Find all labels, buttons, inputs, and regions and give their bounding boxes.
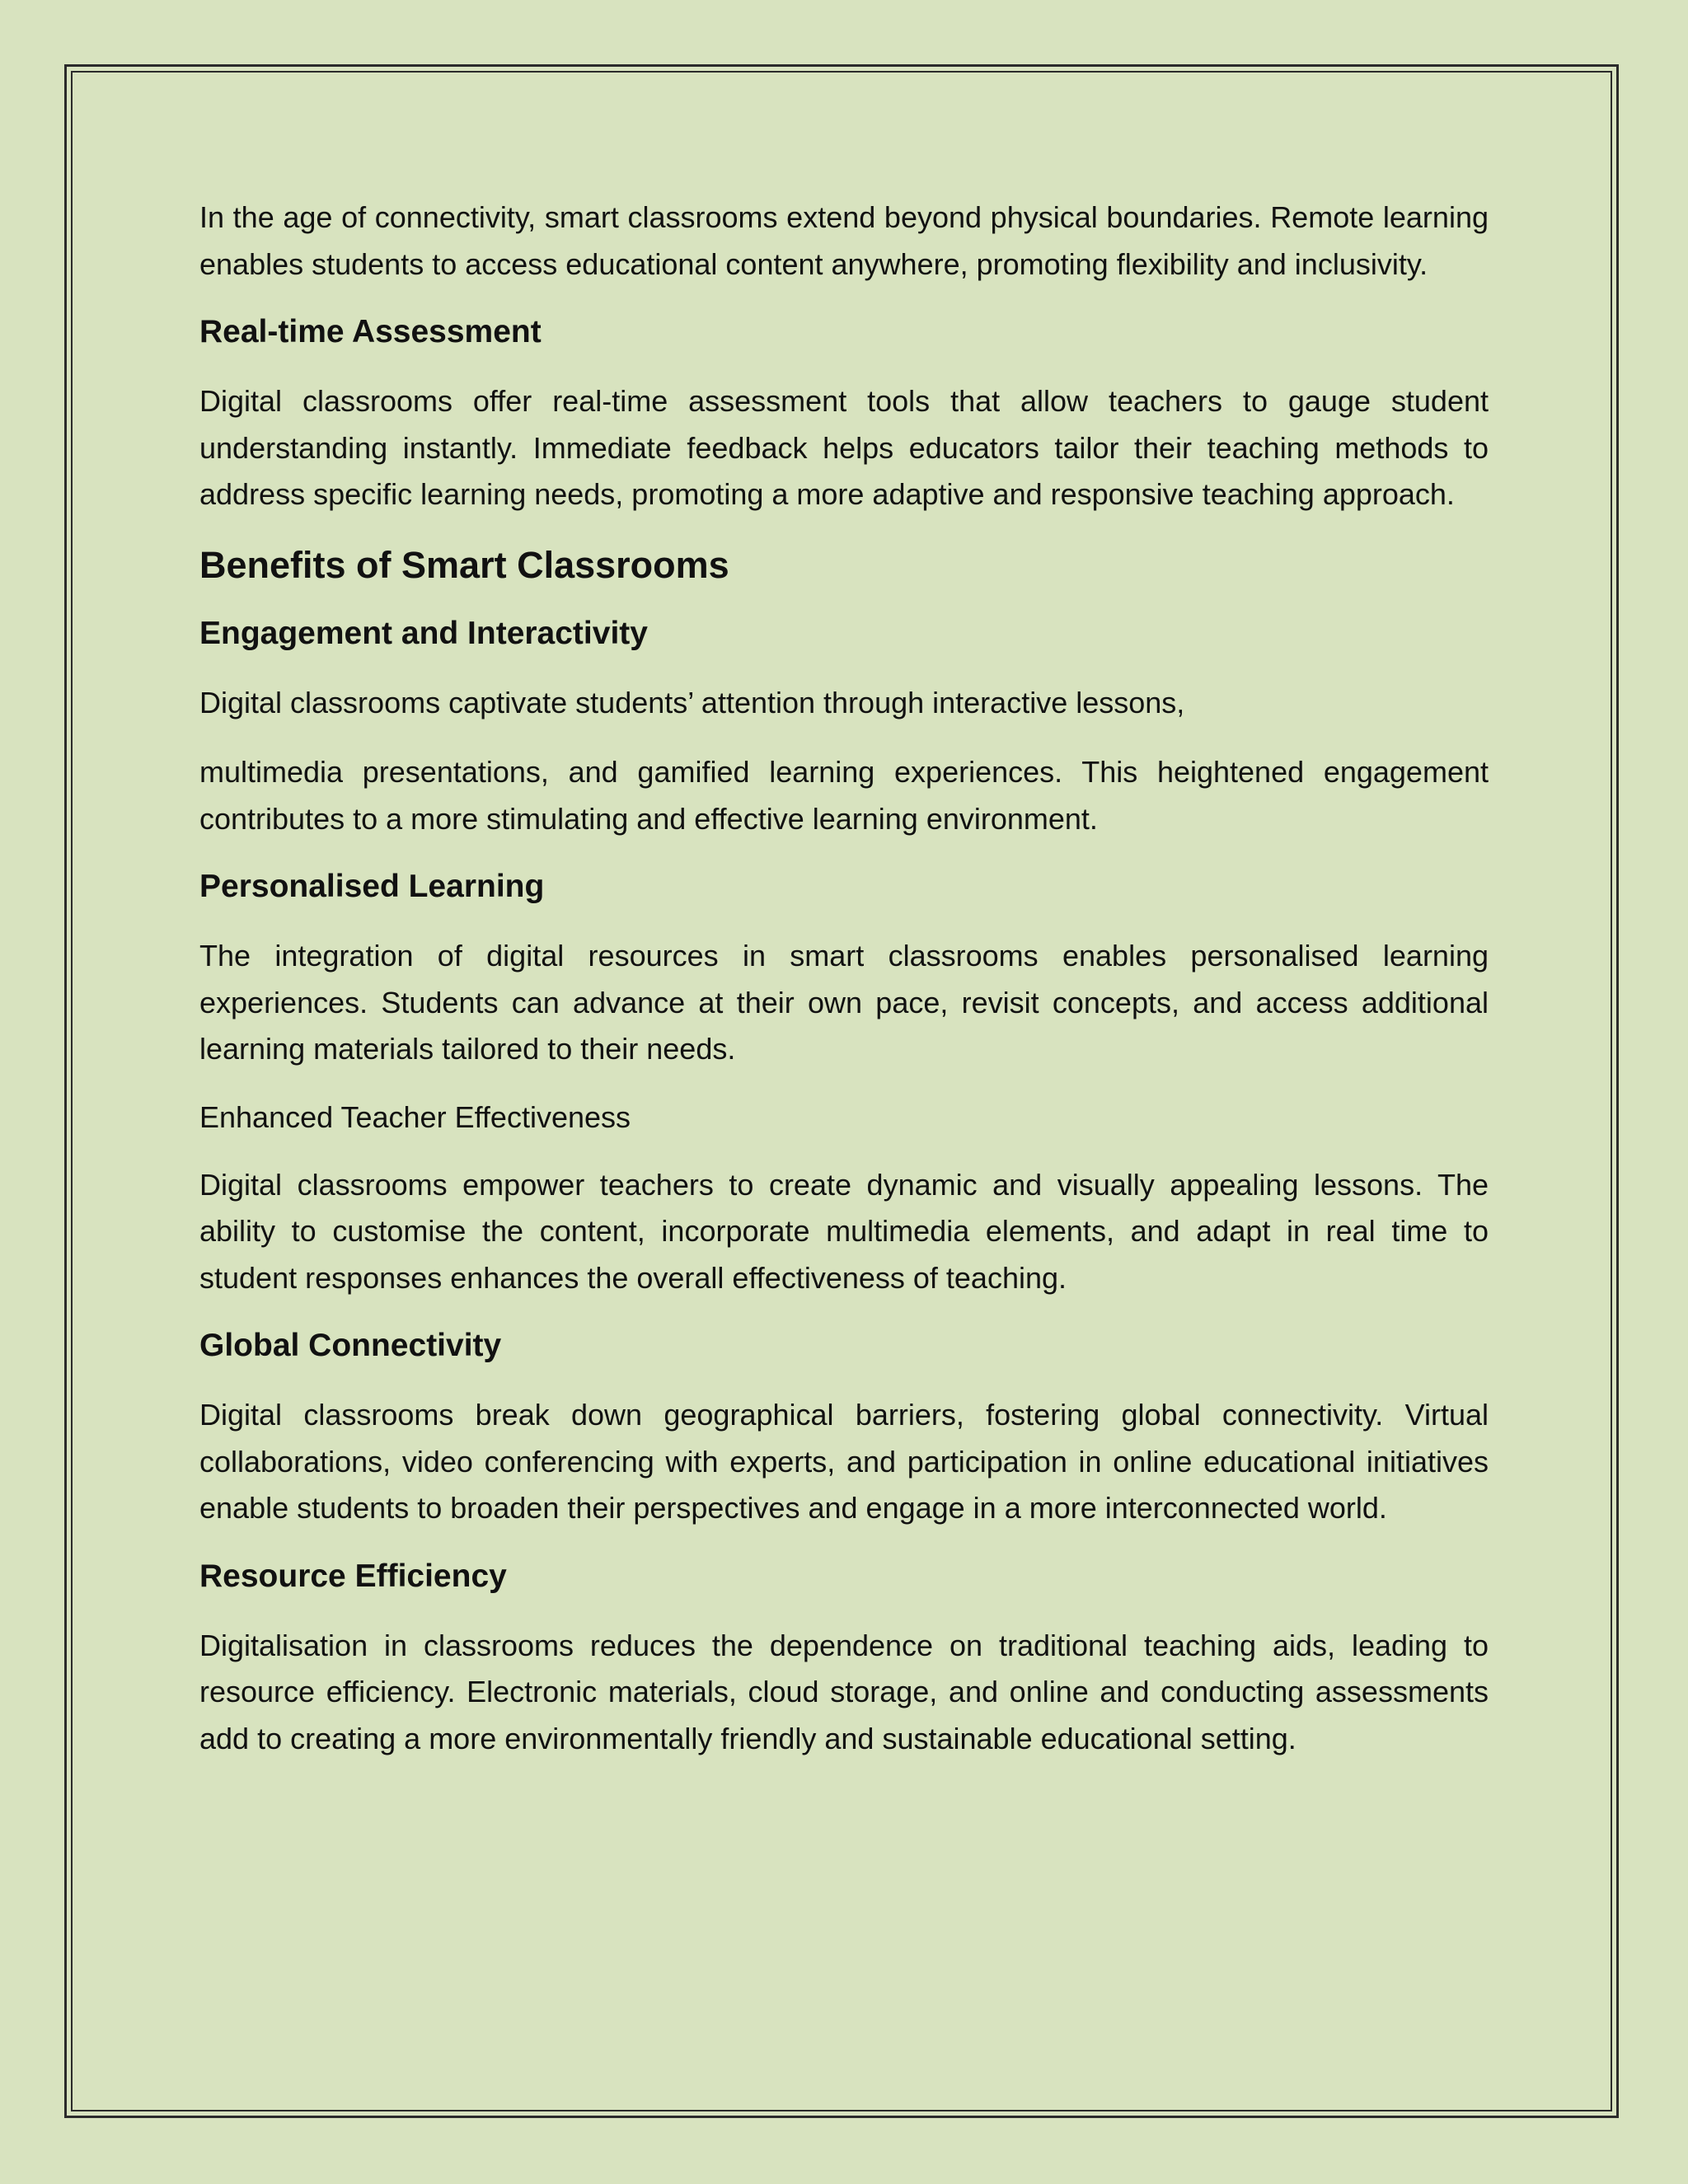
paragraph-teacher-effectiveness: Digital classrooms empower teachers to create dynamic and visually appealing lessons. The ability to customise the content, incorporate multimedia elements, and adapt in real time to student responses enhances the overall effectiveness of teaching. xyxy=(199,1167,1489,1295)
paragraph-real-time-assessment: Digital classrooms offer real-time assessment tools that allow teachers to gauge student understanding instantly. Immediate feedback helps educators tailor their teaching methods to address specific learning needs, promoting a more adaptive and responsive teaching approach. xyxy=(199,384,1489,511)
heading-global-connectivity: Global Connectivity xyxy=(199,1328,502,1363)
heading-benefits: Benefits of Smart Classrooms xyxy=(199,543,729,586)
heading-engagement: Engagement and Interactivity xyxy=(199,615,648,651)
heading-resource-efficiency: Resource Efficiency xyxy=(199,1558,507,1594)
paragraph-remote-learning: In the age of connectivity, smart classrooms extend beyond physical boundaries. Remote learning enables students to access educational content anywhere, promoting flexibility and inclusivity. xyxy=(199,200,1489,281)
paragraph-personalised-learning: The integration of digital resources in smart classrooms enables personalised learning experiences. Students can advance at their own pace, revisit concepts, and access additional learning materials tailored to their needs. xyxy=(199,939,1489,1066)
paragraph-global-connectivity: Digital classrooms break down geographical barriers, fostering global connectivity. Virtual collaborations, video conferencing with experts, and participation in online educational initiatives enable students to broaden their perspectives and engage in a more interconnected world. xyxy=(199,1398,1489,1525)
paragraph-resource-efficiency: Digitalisation in classrooms reduces the dependence on traditional teaching aids, leading to resource efficiency. Electronic materials, cloud storage, and online and conducting assessments add to creating a more environmentally friendly and sustainable educational setting. xyxy=(199,1628,1489,1755)
heading-personalised-learning: Personalised Learning xyxy=(199,869,545,904)
document-body xyxy=(199,194,1489,1785)
paragraph-engagement-2: multimedia presentations, and gamified learning experiences. This heightened engagement contributes to a more stimulating and effective learning environment. xyxy=(199,755,1489,836)
heading-teacher-effectiveness: Enhanced Teacher Effectiveness xyxy=(199,1099,631,1134)
paragraph-engagement-1: Digital classrooms captivate students’ attention through interactive lessons, xyxy=(199,685,1185,719)
heading-real-time-assessment: Real-time Assessment xyxy=(199,314,542,349)
